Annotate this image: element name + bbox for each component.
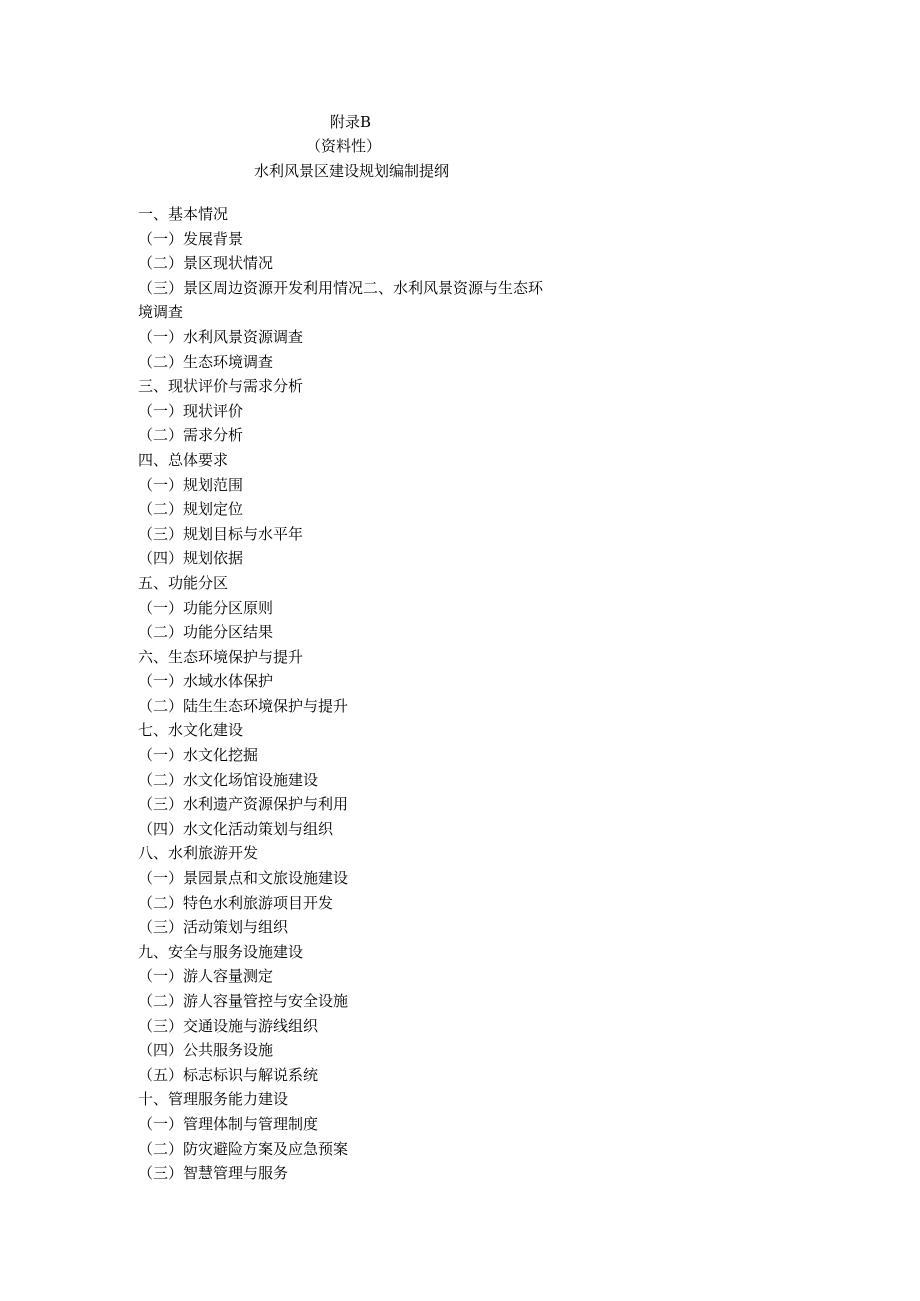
outline-line: 五、功能分区: [138, 573, 229, 592]
outline-line: （三）水利遗产资源保护与利用: [138, 795, 349, 814]
outline-line: （一）水文化挖掘: [138, 746, 259, 765]
outline-line: （四）水文化活动策划与组织: [138, 819, 334, 838]
outline-line: 十、管理服务能力建设: [138, 1090, 289, 1109]
outline-line: 九、安全与服务设施建设: [138, 942, 304, 961]
document-title: 水利风景区建设规划编制提纲: [254, 162, 450, 180]
outline-line: （三）智慧管理与服务: [138, 1164, 289, 1183]
outline-line: （三）活动策划与组织: [138, 918, 289, 937]
outline-line: 七、水文化建设: [138, 721, 244, 740]
outline-line: （一）管理体制与管理制度: [138, 1114, 319, 1133]
outline-line: （一）现状评价: [138, 401, 244, 420]
outline-line: （二）规划定位: [138, 500, 244, 519]
outline-line: （一）水利风景资源调查: [138, 327, 304, 346]
outline-line: （三）交通设施与游线组织: [138, 1016, 319, 1035]
outline-line: （二）需求分析: [138, 426, 244, 445]
appendix-label: 附录B: [330, 113, 372, 131]
outline-line: （二）生态环境调查: [138, 352, 274, 371]
outline-line: （一）规划范围: [138, 475, 244, 494]
outline-line: （二）防灾避险方案及应急预案: [138, 1139, 349, 1158]
outline-list: [138, 202, 578, 1186]
outline-line: （二）游人容量管控与安全设施: [138, 992, 349, 1010]
outline-line: 境调查: [138, 303, 184, 322]
outline-line: （一）功能分区原则: [138, 598, 274, 617]
outline-line: （二）陆生生态环境保护与提升: [138, 696, 349, 715]
outline-line: （二）景区现状情况: [138, 254, 274, 273]
outline-line: 六、生态环境保护与提升: [138, 647, 304, 666]
outline-line: （三）景区周边资源开发利用情况二、水利风景资源与生态环: [138, 278, 544, 297]
outline-line: （一）游人容量测定: [138, 967, 274, 986]
outline-line: （五）标志标识与解说系统: [138, 1065, 319, 1084]
outline-line: （二）水文化场馆设施建设: [138, 770, 319, 789]
outline-line: （四）规划依据: [138, 549, 244, 568]
outline-line: （一）景园景点和文旅设施建设: [138, 869, 349, 888]
outline-line: （一）发展背景: [138, 229, 244, 248]
nature-label: （资料性）: [306, 137, 382, 155]
outline-line: 四、总体要求: [138, 450, 229, 469]
outline-line: （三）规划目标与水平年: [138, 524, 304, 543]
outline-line: （一）水域水体保护: [138, 672, 274, 691]
outline-line: 一、基本情况: [138, 205, 229, 223]
outline-line: 三、现状评价与需求分析: [138, 377, 304, 396]
outline-line: （二）特色水利旅游项目开发: [138, 893, 334, 912]
outline-line: 八、水利旅游开发: [138, 844, 259, 863]
outline-line: （二）功能分区结果: [138, 623, 274, 642]
outline-line: （四）公共服务设施: [138, 1041, 274, 1060]
